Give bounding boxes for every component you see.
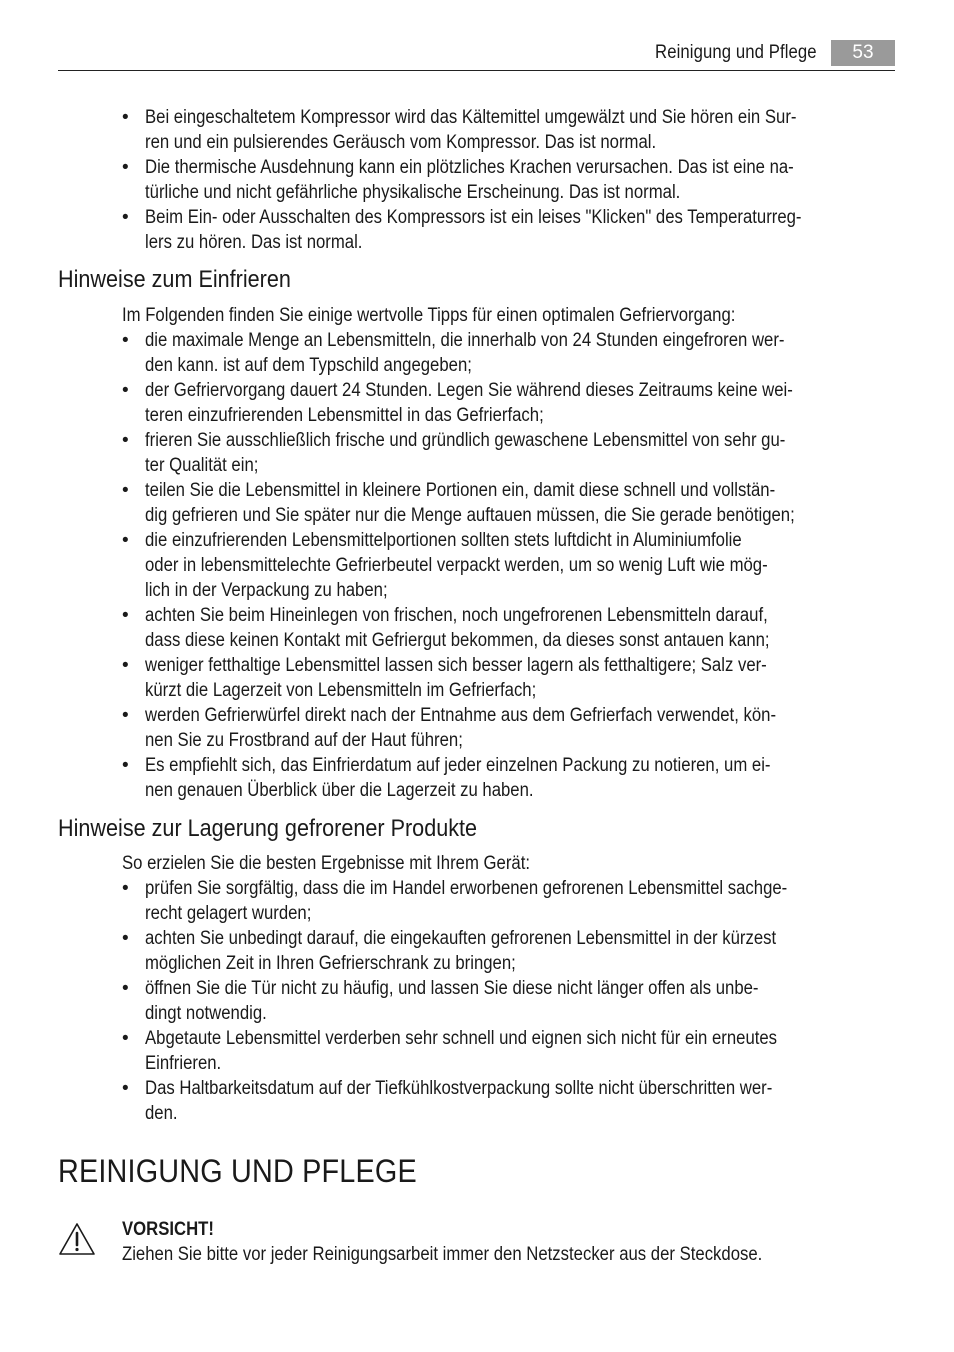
- list-item: [122, 653, 895, 703]
- list-item-text: prüfen Sie sorgfältig, dass die im Handel erworbenen gefrorenen Lebensmittel sachge- recht gelagert wurden;: [145, 878, 788, 924]
- list-item: [122, 603, 895, 653]
- list-item-text: Das Haltbarkeitsdatum auf der Tiefkühlkostverpackung sollte nicht überschritten wer- den.: [145, 1078, 773, 1124]
- list-item-text: weniger fetthaltige Lebensmittel lassen sich besser lagern als fetthaltigere; Salz ver- kürzt die Lagerzeit von Lebensmitteln im Gefrierfach;: [145, 655, 767, 701]
- bullet-glyph: •: [122, 1078, 129, 1099]
- list-item: [122, 926, 895, 976]
- bullet-glyph: •: [122, 107, 129, 128]
- bullet-glyph: •: [122, 480, 129, 501]
- list-item: [122, 876, 895, 926]
- bullet-glyph: •: [122, 928, 129, 949]
- list-item-text: teilen Sie die Lebensmittel in kleinere Portionen ein, damit diese schnell und vollstän- dig gefrieren und Sie später nur die Menge auftauen müssen, die Sie gerade benötigen;: [145, 480, 795, 526]
- list-item-text: öffnen Sie die Tür nicht zu häufig, und lassen Sie diese nicht länger offen als unbe- dingt notwendig.: [145, 978, 759, 1024]
- bullet-glyph: •: [122, 978, 129, 999]
- list-item: [122, 155, 895, 205]
- intro-bullet-list: [122, 105, 895, 255]
- bullet-glyph: •: [122, 705, 129, 726]
- bullet-glyph: •: [122, 755, 129, 776]
- page-header: [58, 40, 895, 71]
- page-number-badge: 53: [831, 40, 895, 66]
- list-item-text: frieren Sie ausschließlich frische und gründlich gewaschene Lebensmittel von sehr gu- ter Qualität ein;: [145, 430, 786, 476]
- list-item: [122, 1026, 895, 1076]
- freezing-bullet-list: [122, 328, 895, 803]
- list-item: [122, 528, 895, 603]
- bullet-glyph: •: [122, 605, 129, 626]
- list-item-text: achten Sie unbedingt darauf, die eingekauften gefrorenen Lebensmittel in der kürzest möglichen Zeit in Ihren Gefrierschrank zu bringen;: [145, 928, 777, 974]
- freezing-intro-text: Im Folgenden finden Sie einige wertvolle Tipps für einen optimalen Gefriervorgang:: [122, 305, 736, 326]
- list-item: [122, 378, 895, 428]
- list-item: [122, 328, 895, 378]
- header-divider: [58, 70, 895, 71]
- list-item-text: werden Gefrierwürfel direkt nach der Entnahme aus dem Gefrierfach verwendet, kön- nen Sie zu Frostbrand auf der Haut führen;: [145, 705, 777, 751]
- bullet-glyph: •: [122, 207, 129, 228]
- warning-triangle-icon: [58, 1222, 96, 1256]
- bullet-glyph: •: [122, 878, 129, 899]
- list-item: [122, 205, 895, 255]
- list-item-text: Es empfiehlt sich, das Einfrierdatum auf jeder einzelnen Packung zu notieren, um ei- nen genauen Überblick über die Lagerzeit zu haben.: [145, 755, 771, 801]
- caution-text: Ziehen Sie bitte vor jeder Reinigungsarbeit immer den Netzstecker aus der Steckdose.: [122, 1244, 763, 1265]
- storage-bullet-list: [122, 876, 895, 1126]
- list-item: [122, 428, 895, 478]
- section-heading-freezing: Hinweise zum Einfrieren: [58, 266, 291, 293]
- list-item: [122, 478, 895, 528]
- storage-intro-text: So erzielen Sie die besten Ergebnisse mit Ihrem Gerät:: [122, 853, 530, 874]
- bullet-glyph: •: [122, 530, 129, 551]
- bullet-glyph: •: [122, 655, 129, 676]
- list-item-text: Bei eingeschaltetem Kompressor wird das Kältemittel umgewälzt und Sie hören ein Sur- ren und ein pulsierendes Geräusch vom Kompressor. Das ist normal.: [145, 107, 797, 153]
- list-item-text: die einzufrierenden Lebensmittelportionen sollten stets luftdicht in Aluminiumfolie oder in lebensmittelechte Gefrierbeutel verpackt werden, um so wenig Luft wie mög- lich in der Verpackung zu haben;: [145, 530, 768, 601]
- header-section-title: Reinigung und Pflege: [655, 42, 817, 63]
- list-item: [122, 976, 895, 1026]
- list-item-text: achten Sie beim Hineinlegen von frischen, noch ungefrorenen Lebensmitteln darauf, dass diese keinen Kontakt mit Gefriergut bekommen, da dieses sonst antauen kann;: [145, 605, 770, 651]
- list-item-text: Abgetaute Lebensmittel verderben sehr schnell und eignen sich nicht für ein erneutes Einfrieren.: [145, 1028, 778, 1074]
- list-item-text: Beim Ein- oder Ausschalten des Kompressors ist ein leises "Klicken" des Temperaturreg- lers zu hören. Das ist normal.: [145, 207, 802, 253]
- list-item: [122, 1076, 895, 1126]
- bullet-glyph: •: [122, 1028, 129, 1049]
- bullet-glyph: •: [122, 330, 129, 351]
- chapter-heading-cleaning: REINIGUNG UND PFLEGE: [58, 1153, 417, 1189]
- bullet-glyph: •: [122, 157, 129, 178]
- bullet-glyph: •: [122, 380, 129, 401]
- bullet-glyph: •: [122, 430, 129, 451]
- list-item: [122, 703, 895, 753]
- list-item-text: der Gefriervorgang dauert 24 Stunden. Legen Sie während dieses Zeitraums keine wei- teren einzufrierenden Lebensmittel in das Gefrierfach;: [145, 380, 793, 426]
- list-item-text: Die thermische Ausdehnung kann ein plötzliches Krachen verursachen. Das ist eine na- türliche und nicht gefährliche physikalische Erscheinung. Das ist normal.: [145, 157, 794, 203]
- list-item: [122, 105, 895, 155]
- list-item: [122, 753, 895, 803]
- caution-title: VORSICHT!: [122, 1219, 214, 1240]
- list-item-text: die maximale Menge an Lebensmitteln, die innerhalb von 24 Stunden eingefroren wer- den kann. ist auf dem Typschild angegeben;: [145, 330, 785, 376]
- section-heading-storage: Hinweise zur Lagerung gefrorener Produkte: [58, 815, 478, 842]
